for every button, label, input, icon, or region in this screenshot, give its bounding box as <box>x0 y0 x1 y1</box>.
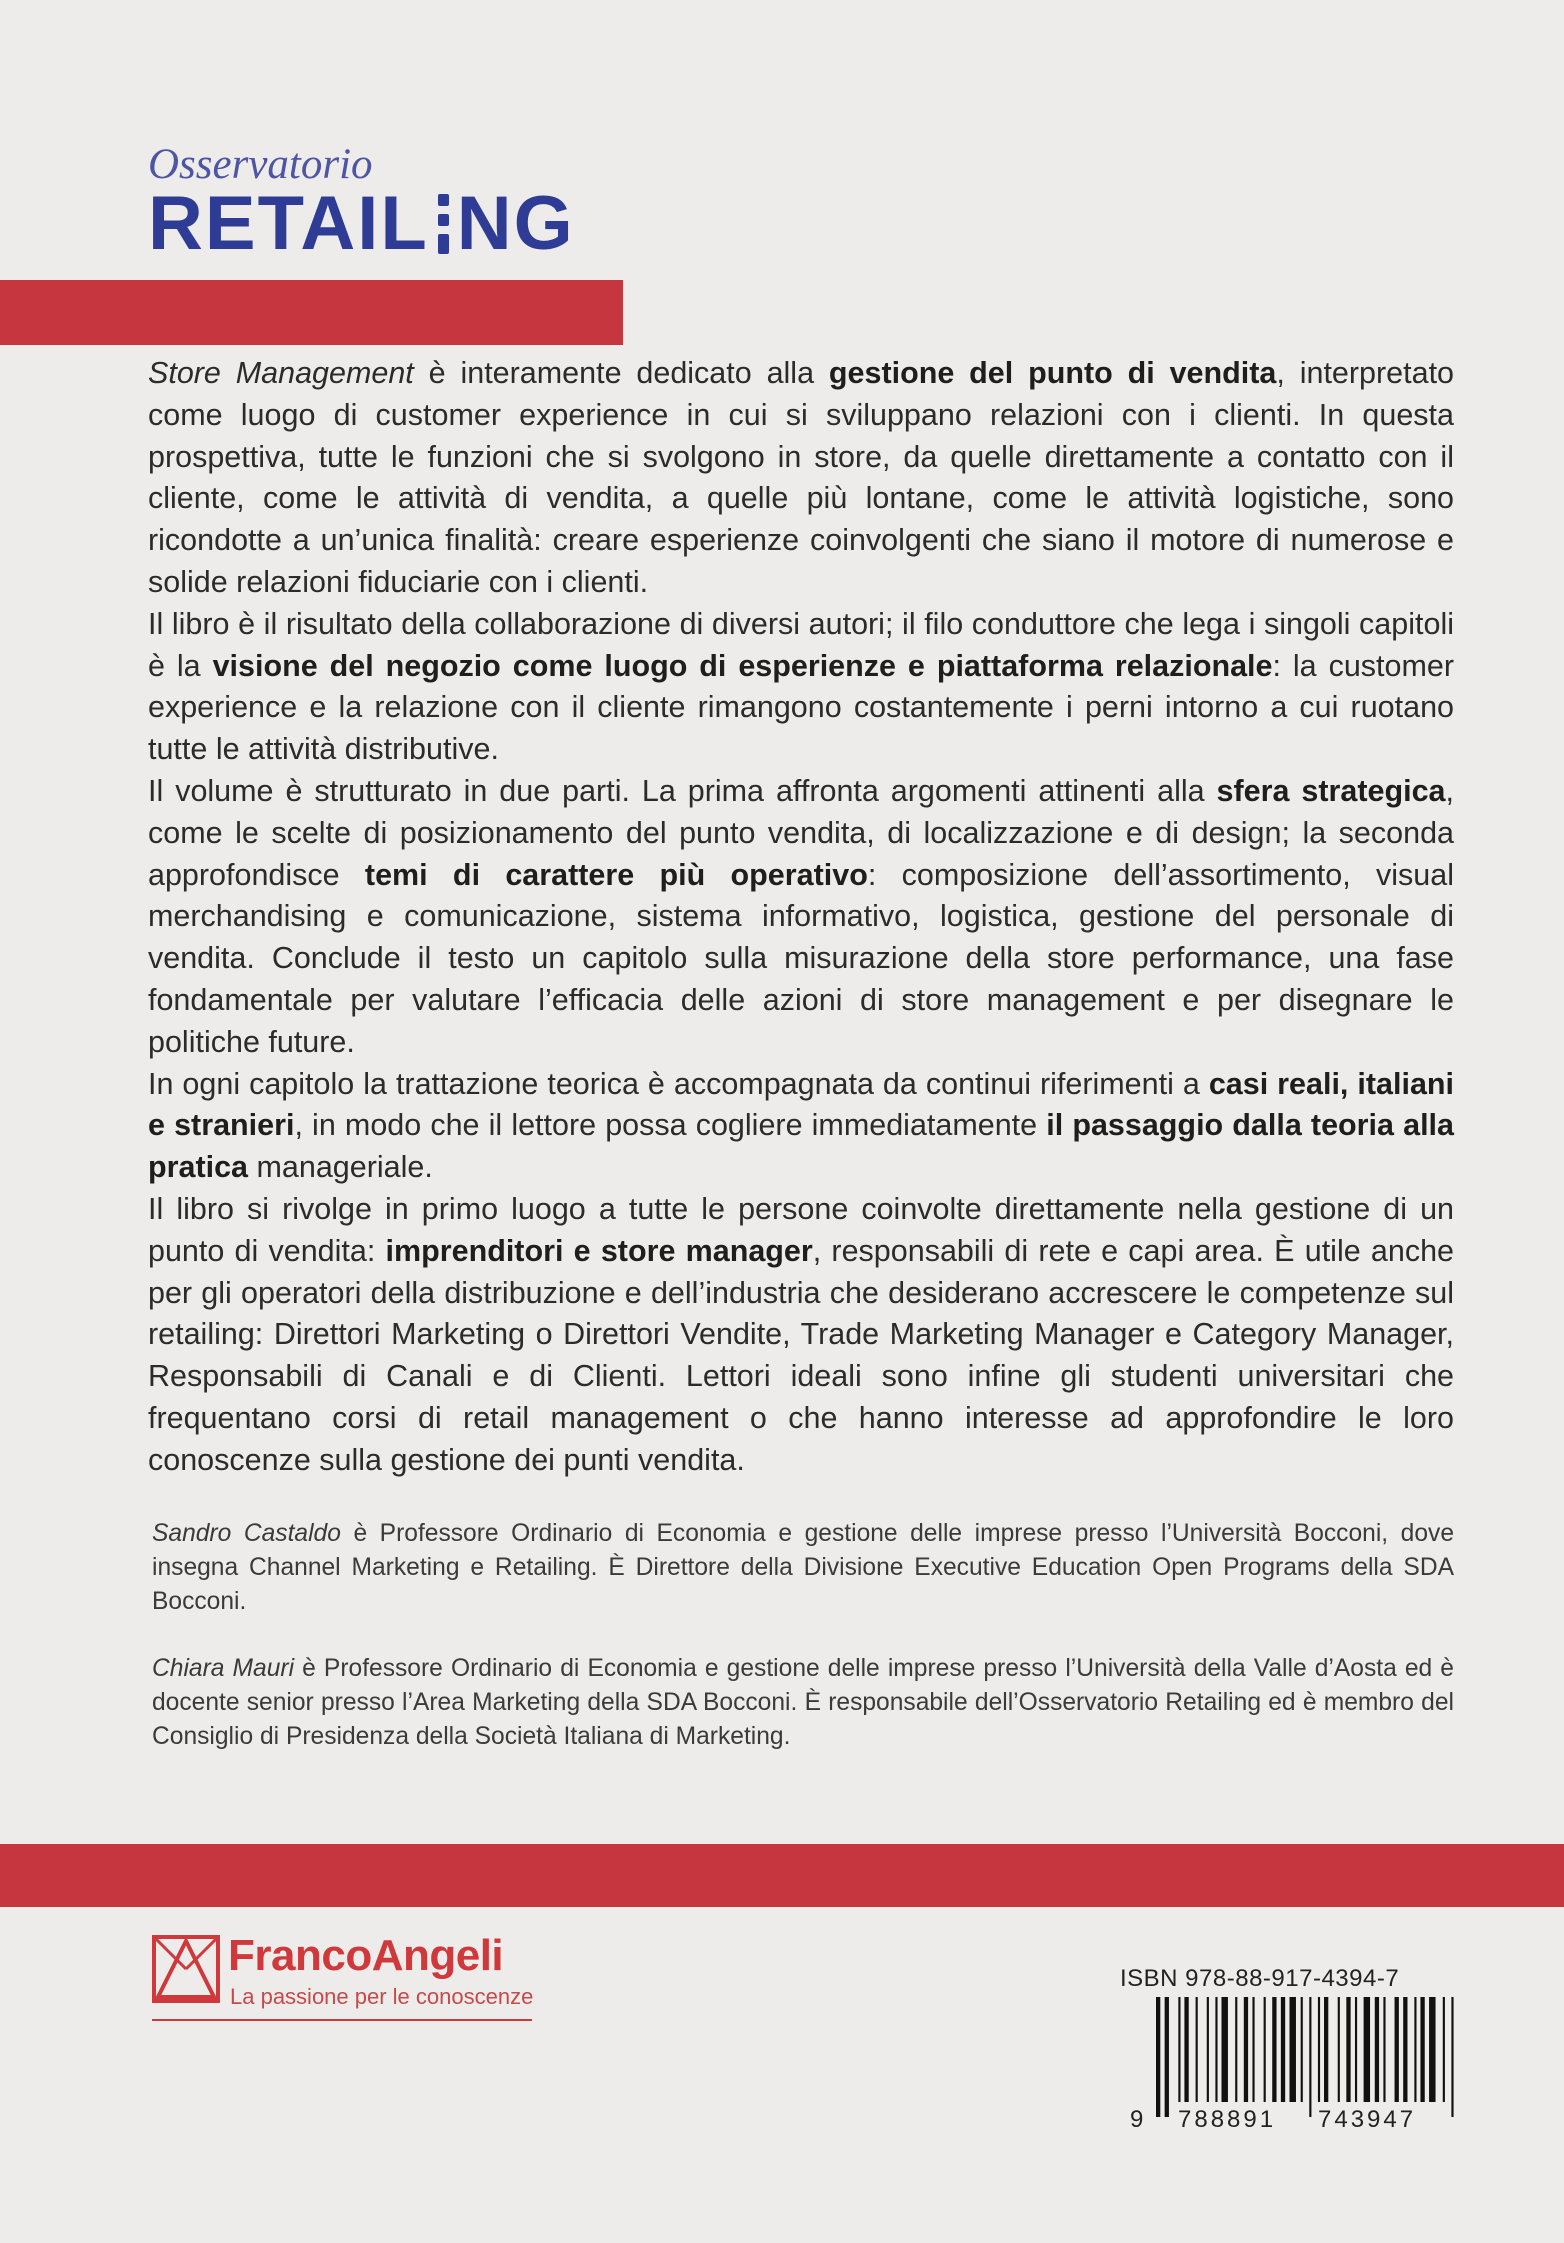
blurb-text: Il volume è strutturato in due parti. La prima affronta argomenti attinenti alla <box>148 773 1217 808</box>
series-logo-wordmark <box>148 181 575 266</box>
barcode-bar <box>1375 1997 1379 2102</box>
barcode-bar <box>1221 1997 1227 2102</box>
barcode-bar <box>1403 1997 1407 2102</box>
barcode-bar <box>1355 1997 1357 2102</box>
blurb-highlight: gestione del punto di vendita <box>828 356 1277 390</box>
blurb-text: è interamente dedicato alla <box>413 356 829 390</box>
author-bio-text: è Professore Ordinario di Economia e gestione delle imprese presso l’Università Bocconi, dove insegna Channel Marketing e Retailing. È Direttore della Divisione Executive Education Open Programs della SDA Bocconi. <box>152 1520 1454 1615</box>
isbn-barcode <box>1156 1997 1458 2117</box>
series-logo-script: Osservatorio <box>148 141 373 188</box>
barcode-bar <box>1184 1997 1188 2102</box>
barcode-bar <box>1235 1997 1237 2102</box>
blurb-paragraph-2 <box>148 604 1454 771</box>
publisher-name: FrancoAngeli <box>228 1931 504 1980</box>
blurb-highlight: casi reali, italiani e stranieri <box>148 1066 1455 1143</box>
blurb-text: Il libro si rivolge in primo luogo a tutte le persone coinvolte direttamente nella gestione di un punto di vendita: <box>148 1191 1454 1268</box>
isbn-label: ISBN 978-88-917-4394-7 <box>1120 1965 1400 1992</box>
barcode-bar <box>1289 1997 1295 2102</box>
series-logo-word-right: NG <box>456 181 575 266</box>
barcode-bar <box>1207 1997 1209 2102</box>
barcode-bar <box>1443 1997 1445 2102</box>
barcode-bar <box>1272 1997 1276 2102</box>
blurb-text: : la customer experience e la relazione con il cliente rimangono costantemente i perni intorno a cui ruotano tutte le attività distributive. <box>148 648 1455 767</box>
bottom-red-band <box>0 1844 1564 1907</box>
barcode-bar <box>1318 1997 1320 2102</box>
barcode-bar <box>1264 1997 1266 2102</box>
blurb-highlight: sfera strategica <box>1216 773 1446 808</box>
barcode-bar <box>1301 1997 1303 2102</box>
barcode-digits-right: 743947 <box>1318 2106 1417 2133</box>
barcode-bar <box>1420 1997 1424 2102</box>
author-bio-castaldo <box>152 1517 1454 1619</box>
blurb-text: Il libro è il risultato della collaborazione di diversi autori; il filo conduttore che lega i singoli capitoli è la <box>148 606 1454 683</box>
publisher-tagline: La passione per le conoscenze <box>230 1984 534 2009</box>
barcode-bar <box>1338 1997 1340 2102</box>
blurb-title-reference: Store Management <box>148 356 414 390</box>
barcode-bar <box>1414 1997 1416 2102</box>
author-name: Chiara Mauri <box>152 1655 295 1682</box>
top-red-band <box>0 280 623 345</box>
barcode-bar <box>1156 1997 1160 2117</box>
publisher-underline <box>152 2019 532 2021</box>
series-logo-colon-mark <box>433 192 453 256</box>
back-cover-blurb <box>148 353 1454 1482</box>
barcode-bar <box>1165 1997 1169 2117</box>
barcode-bar <box>1281 1997 1285 2102</box>
blurb-highlight: il passaggio dalla teoria alla pratica <box>148 1108 1454 1185</box>
barcode-bar <box>1215 1997 1217 2102</box>
barcode-bar <box>1196 1997 1198 2102</box>
blurb-highlight: visione del negozio come luogo di esperienze e piattaforma relazionale <box>212 648 1273 683</box>
barcode-bar <box>1309 1997 1311 2117</box>
blurb-paragraph-3 <box>148 771 1454 1064</box>
blurb-text: , come le scelte di posizionamento del punto vendita, di localizzazione e di design; la seconda approfondisce <box>148 773 1454 892</box>
series-logo-word-left: RETAIL <box>148 181 429 266</box>
publisher-mark-icon <box>152 1935 220 2003</box>
barcode-digits-left: 788891 <box>1178 2106 1277 2133</box>
blurb-text: : composizione dell’assortimento, visual merchandising e comunicazione, sistema informativo, logistica, gestione del personale di vendita. Conclude il testo un capitolo sulla misurazione della store performance, una fase fondamentale per valutare l’efficacia delle azioni di store management e per disegnare le politiche future. <box>148 857 1454 1059</box>
blurb-highlight: imprenditori e store manager <box>385 1233 813 1268</box>
publisher-logo <box>152 1930 532 2025</box>
series-logo <box>148 140 618 275</box>
barcode-bar <box>1346 1997 1350 2102</box>
barcode-bar <box>1364 1997 1370 2102</box>
barcode-bar <box>1383 1997 1385 2102</box>
barcode-bar <box>1451 1997 1453 2117</box>
blurb-paragraph-4 <box>148 1064 1454 1189</box>
blurb-text: , in modo che il lettore possa cogliere immediatamente <box>294 1108 1047 1143</box>
barcode-bar <box>1324 1997 1328 2102</box>
blurb-text: , interpretato come luogo di customer experience in cui si sviluppano relazioni con i clienti. In questa prospettiva, tutte le funzioni che si svolgono in store, da quelle direttamente a contatto con il cliente, come le attività di vendita, a quelle più lontane, come le attività logistiche, sono ricondotte a un’unica finalità: creare esperienze coinvolgenti che siano il motore di numerose e solide relazioni fiduciarie con i clienti. <box>148 356 1455 599</box>
author-bio-text: è Professore Ordinario di Economia e gestione delle imprese presso l’Università della Valle d’Aosta ed è docente senior presso l’Area Marketing della SDA Bocconi. È responsabile dell’Osservatorio Retailing ed è membro del Consiglio di Presidenza della Società Italiana di Marketing. <box>152 1655 1454 1750</box>
barcode-bar <box>1244 1997 1248 2102</box>
blurb-text: In ogni capitolo la trattazione teorica è accompagnata da continui riferimenti a <box>148 1066 1209 1101</box>
blurb-paragraph-1 <box>148 353 1454 604</box>
blurb-highlight: temi di carattere più operativo <box>364 857 868 892</box>
author-name: Sandro Castaldo <box>152 1520 341 1547</box>
blurb-text: manageriale. <box>248 1150 433 1185</box>
barcode-bar <box>1429 1997 1435 2102</box>
blurb-paragraph-5 <box>148 1189 1454 1482</box>
barcode-bar <box>1395 1997 1399 2102</box>
blurb-text: , responsabili di rete e capi area. È utile anche per gli operatori della distribuzione e dell’industria che desiderano accrescere le competenze sul retailing: Direttori Marketing o Direttori Vendite, Trade Marketing Manager e Category Manager, Responsabili di Canali e di Clienti. Lettori ideali sono infine gli studenti universitari che frequentano corsi di retail management o che hanno interesse ad approfondire le loro conoscenze sulla gestione dei punti vendita. <box>148 1233 1454 1477</box>
barcode-bar <box>1178 1997 1180 2102</box>
barcode-digit-first: 9 <box>1130 2106 1144 2133</box>
author-bio-mauri <box>152 1652 1454 1754</box>
barcode-bar <box>1252 1997 1254 2102</box>
